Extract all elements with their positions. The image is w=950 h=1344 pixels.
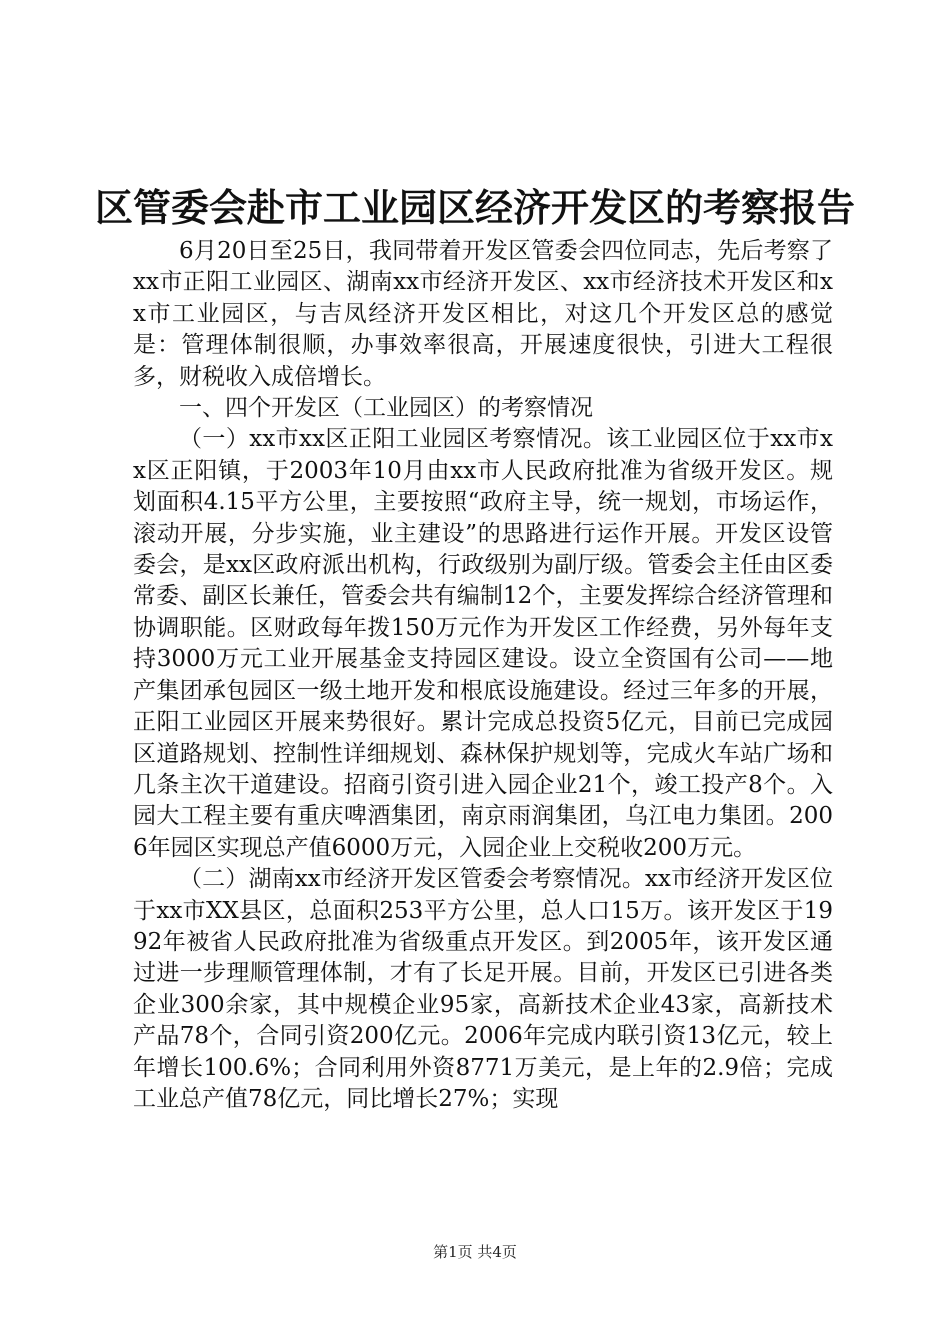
paragraph-hunan: （二）湖南xx市经济开发区管委会考察情况。xx市经济开发区位于xx市XX县区，总面积253平方公里，总人口15万。该开发区于1992年被省人民政府批准为省级重点开发区。到2005年，该开发区通过进一步理顺管理体制，才有了长足开展。目前，开发区已引进各类企业300余家，其中规模企业95家，高新技术企业43家，高新技术产品78个，合同引资200亿元。2006年完成内联引资13亿元，较上年增长100.6%；合同利用外资8771万美元，是上年的2.9倍；完成工业总产值78亿元，同比增长27%；实现 bbox=[133, 866, 833, 1112]
page-title: 区管委会赴市工业园区经济开发区的考察报告 bbox=[94, 186, 855, 230]
section-heading: 一、四个开发区（工业园区）的考察情况 bbox=[179, 395, 593, 422]
page-footer: 第1页 共4页 bbox=[433, 1243, 517, 1261]
document-body bbox=[133, 236, 833, 1115]
paragraph-intro: 6月20日至25日，我同带着开发区管委会四位同志，先后考察了xx市正阳工业园区、湖南xx市经济开发区、xx市经济技术开发区和xx市工业园区，与吉凤经济开发区相比，对这几个开发区总的感觉是：管理体制很顺，办事效率很高，开展速度很快，引进大工程很多，财税收入成倍增长。 bbox=[133, 238, 833, 390]
paragraph-zhengyang: （一）xx市xx区正阳工业园区考察情况。该工业园区位于xx市xx区正阳镇，于2003年10月由xx市人民政府批准为省级开发区。规划面积4.15平方公里，主要按照“政府主导，统一规划，市场运作，滚动开展，分步实施，业主建设”的思路进行运作开展。开发区设管委会，是xx区政府派出机构，行政级别为副厅级。管委会主任由区委常委、副区长兼任，管委会共有编制12个，主要发挥综合经济管理和协调职能。区财政每年拨150万元作为开发区工作经费，另外每年支持3000万元工业开展基金支持园区建设。设立全资国有公司——地产集团承包园区一级土地开发和根底设施建设。经过三年多的开展，正阳工业园区开展来势很好。累计完成总投资5亿元，目前已完成园区道路规划、控制性详细规划、森林保护规划等，完成火车站广场和几条主次干道建设。招商引资引进入园企业21个，竣工投产8个。入园大工程主要有重庆啤酒集团，南京雨润集团，乌江电力集团。2006年园区实现总产值6000万元，入园企业上交税收200万元。 bbox=[133, 426, 833, 861]
